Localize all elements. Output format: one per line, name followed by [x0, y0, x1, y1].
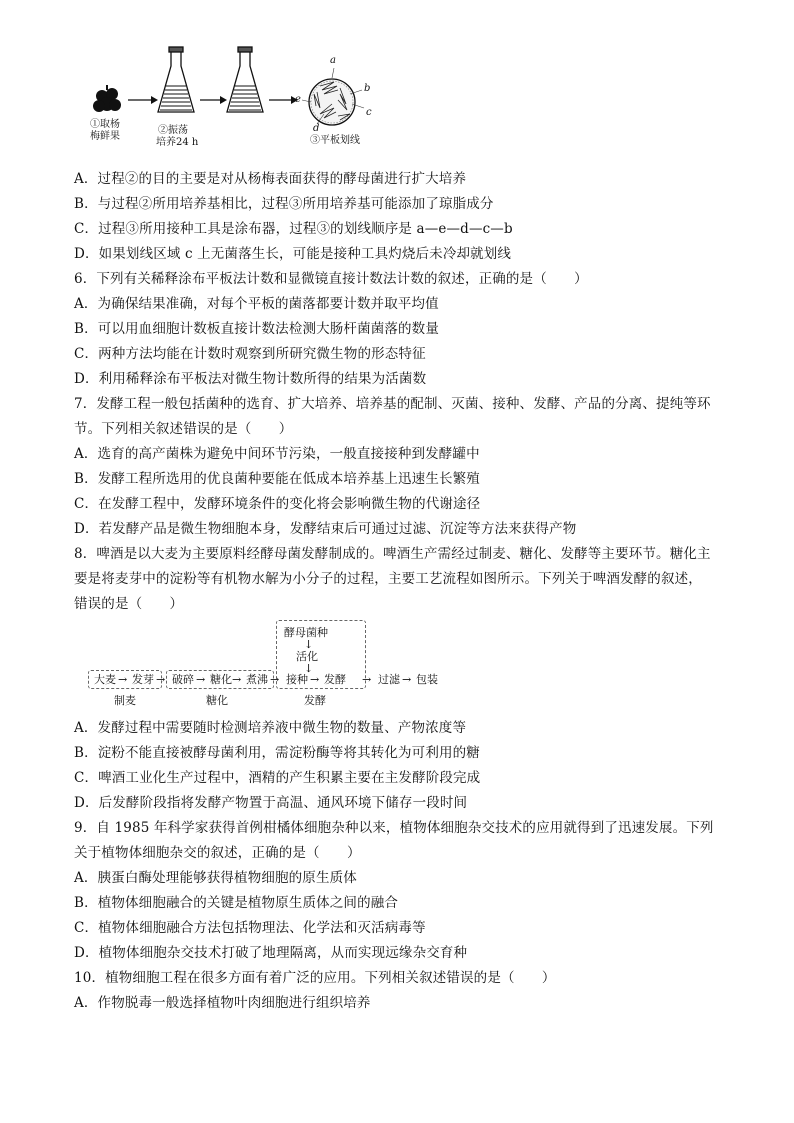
text-line: A．发酵过程中需要随时检测培养液中微生物的数量、产物浓度等: [74, 720, 467, 736]
question-stem: 8．啤酒是以大麦为主要原料经酵母菌发酵制成的。啤酒生产需经过制麦、糖化、发酵等主要环节。糖化主: [74, 546, 711, 562]
text-line: C．植物体细胞融合方法包括物理法、化学法和灭活病毒等: [74, 920, 426, 936]
arrow-icon: [269, 96, 298, 104]
figure-label: ②振荡: [158, 125, 188, 136]
question-stem: 6．下列有关稀释涂布平板法计数和显微镜直接计数法计数的叙述，正确的是（ ）: [74, 271, 588, 287]
petri-dish-icon: [302, 68, 364, 125]
question-stem: 节。下列相关叙述错误的是（ ）: [74, 421, 293, 437]
down-arrow-icon: ↓: [304, 638, 314, 651]
figure-label: 梅鲜果: [90, 131, 120, 142]
packaging-label: 包装: [416, 673, 438, 686]
figure-label: ③平板划线: [310, 135, 360, 146]
question-stem: 9．自 1985 年科学家获得首例柑橘体细胞杂种以来，植物体细胞杂交技术的应用就得到了迅速发展。下列: [74, 820, 714, 836]
malting-group-label: 制麦: [114, 694, 136, 707]
fermentation-group-label: 发酵: [304, 694, 326, 707]
figure-label: 培养24 h: [156, 137, 199, 148]
text-line: D．利用稀释涂布平板法对微生物计数所得的结果为活菌数: [74, 371, 427, 387]
question-stem: 7．发酵工程一般包括菌种的选育、扩大培养、培养基的配制、灭菌、接种、发酵、产品的分离、提纯等环: [74, 396, 711, 412]
text-line: D．植物体细胞杂交技术打破了地理隔离，从而实现远缘杂交育种: [74, 945, 468, 961]
text-line: B．与过程②所用培养基相比，过程③所用培养基可能添加了琼脂成分: [74, 196, 494, 212]
bayberry-icon: [93, 85, 121, 112]
text-line: A．选育的高产菌株为避免中间环节污染，一般直接接种到发酵罐中: [74, 446, 480, 462]
arrow-icon: →: [232, 673, 242, 686]
question-text-block: [74, 167, 724, 617]
arrow-icon: →: [362, 673, 372, 686]
zone-label: a: [330, 55, 336, 66]
arrow-icon: →: [402, 673, 412, 686]
text-line: D．后发酵阶段指将发酵产物置于高温、通风环境下储存一段时间: [74, 795, 468, 811]
zone-label: d: [313, 123, 320, 134]
yeast-strain-label: 酵母菌种: [284, 626, 328, 639]
culture-flask-icon: [158, 47, 194, 112]
inoculation-label: 接种: [286, 673, 308, 686]
text-line: A．作物脱毒一般选择植物叶肉细胞进行组织培养: [74, 995, 371, 1011]
text-line: B．发酵工程所选用的优良菌种要能在低成本培养基上迅速生长繁殖: [74, 471, 480, 487]
text-line: C．过程③所用接种工具是涂布器，过程③的划线顺序是 a—e—d—c—b: [74, 221, 513, 237]
text-line: D．若发酵产品是微生物细胞本身，发酵结束后可通过过滤、沉淀等方法来获得产物: [74, 521, 577, 537]
filtering-label: 过滤: [378, 673, 400, 686]
crushing-label: 破碎: [172, 673, 194, 686]
figure-label: ①取杨: [90, 119, 120, 130]
zone-label: c: [366, 107, 372, 118]
arrow-icon: →: [270, 673, 280, 686]
saccharify-label: 糖化: [210, 673, 232, 686]
text-line: C．在发酵工程中，发酵环境条件的变化将会影响微生物的代谢途径: [74, 496, 481, 512]
text-line: C．啤酒工业化生产过程中，酒精的产生积累主要在主发酵阶段完成: [74, 770, 481, 786]
text-line: B．淀粉不能直接被酵母菌利用，需淀粉酶等将其转化为可利用的糖: [74, 745, 480, 761]
arrow-icon: →: [156, 673, 166, 686]
arrow-icon: [200, 96, 227, 104]
activation-label: 活化: [296, 650, 318, 663]
text-line: A．为确保结果准确，对每个平板的菌落都要计数并取平均值: [74, 296, 439, 312]
question-text-block: [74, 716, 724, 1016]
down-arrow-icon: ↓: [304, 662, 314, 675]
arrow-icon: →: [196, 673, 206, 686]
zone-label: b: [364, 83, 371, 94]
zone-label: e: [295, 94, 301, 105]
text-line: D．如果划线区域 c 上无菌落生长，可能是接种工具灼烧后未冷却就划线: [74, 246, 512, 262]
beer-brewing-flowchart: [86, 618, 446, 710]
text-line: B．植物体细胞融合的关键是植物原生质体之间的融合: [74, 895, 399, 911]
streak-plate-process-figure: [88, 44, 388, 152]
text-line: A．胰蛋白酶处理能够获得植物细胞的原生质体: [74, 870, 357, 886]
arrow-icon: →: [118, 673, 128, 686]
boiling-label: 煮沸: [246, 673, 268, 686]
saccharification-group-label: 糖化: [206, 694, 228, 707]
germination-label: 发芽: [132, 673, 154, 686]
text-line: A．过程②的目的主要是对从杨梅表面获得的酵母菌进行扩大培养: [74, 171, 467, 187]
barley-label: 大麦: [94, 673, 116, 686]
text-line: B．可以用血细胞计数板直接计数法检测大肠杆菌菌落的数量: [74, 321, 439, 337]
arrow-icon: →: [310, 673, 320, 686]
question-stem: 10．植物细胞工程在很多方面有着广泛的应用。下列相关叙述错误的是（ ）: [74, 970, 556, 986]
question-stem: 错误的是（ ）: [74, 596, 184, 612]
text-line: C．两种方法均能在计数时观察到所研究微生物的形态特征: [74, 346, 426, 362]
arrow-icon: [128, 96, 158, 104]
culture-flask-icon: [227, 47, 263, 112]
fermenting-label: 发酵: [324, 673, 346, 686]
question-stem: 要是将麦芽中的淀粉等有机物水解为小分子的过程，主要工艺流程如图所示。下列关于啤酒发酵的叙述，: [74, 571, 702, 587]
question-stem: 关于植物体细胞杂交的叙述，正确的是（ ）: [74, 845, 361, 861]
